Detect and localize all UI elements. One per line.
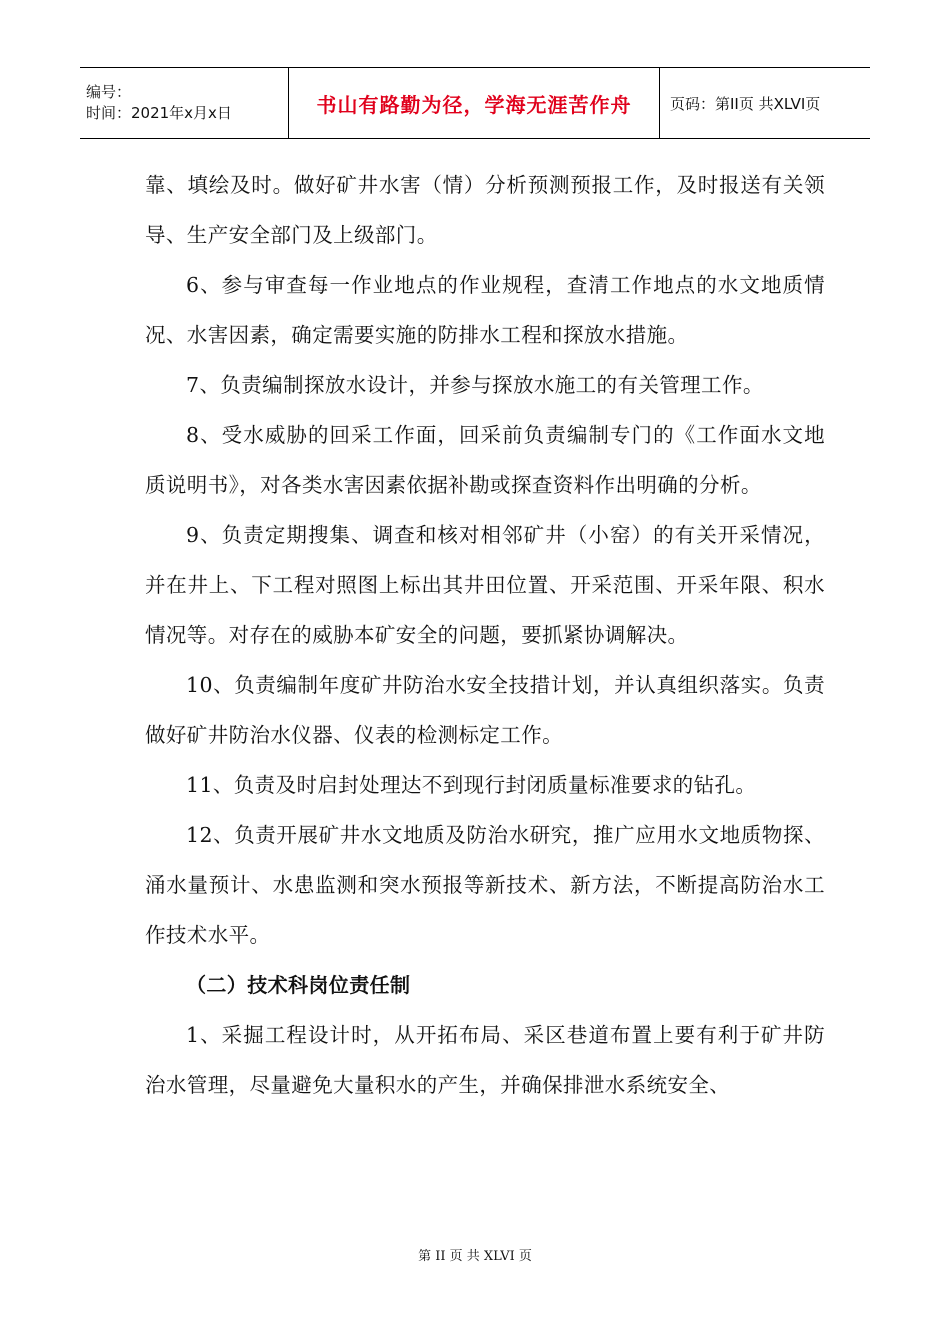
paragraph-item-6: 6、参与审查每一作业地点的作业规程，查清工作地点的水文地质情况、水害因素，确定需要实施的防排水工程和探放水措施。 — [145, 273, 825, 347]
paragraph-item-8: 8、受水威胁的回采工作面，回采前负责编制专门的《工作面水文地质说明书》，对各类水害因素依据补勘或探查资料作出明确的分析。 — [145, 423, 825, 497]
header-motto-cell — [289, 68, 660, 138]
paragraph-section2-item-1: 1、采掘工程设计时，从开拓布局、采区巷道布置上要有利于矿井防治水管理，尽量避免大量积水的产生，并确保排泄水系统安全、 — [145, 1023, 825, 1097]
document-time-label: 时间：2021年x月x日 — [86, 104, 232, 122]
page-header — [80, 67, 870, 139]
paragraph-item-7: 7、负责编制探放水设计，并参与探放水施工的有关管理工作。 — [186, 373, 764, 397]
header-meta — [80, 68, 289, 138]
document-number-label: 编号： — [86, 83, 132, 101]
header-motto: 书山有路勤为径，学海无涯苦作舟 — [316, 92, 632, 117]
paragraph-item-12: 12、负责开展矿井水文地质及防治水研究，推广应用水文地质物探、涌水量预计、水患监测和突水预报等新技术、新方法，不断提高防治水工作技术水平。 — [145, 823, 825, 947]
paragraph-continuation: 靠、填绘及时。做好矿井水害（情）分析预测预报工作，及时报送有关领导、生产安全部门及上级部门。 — [145, 173, 825, 247]
paragraph-item-11: 11、负责及时启封处理达不到现行封闭质量标准要求的钻孔。 — [186, 773, 757, 797]
section-heading: （二）技术科岗位责任制 — [186, 973, 411, 997]
paragraph-item-10: 10、负责编制年度矿井防治水安全技措计划，并认真组织落实。负责做好矿井防治水仪器、仪表的检测标定工作。 — [145, 673, 825, 747]
document-body — [145, 160, 825, 1110]
paragraph-item-9: 9、负责定期搜集、调查和核对相邻矿井（小窑）的有关开采情况，并在井上、下工程对照图上标出其井田位置、开采范围、开采年限、积水情况等。对存在的威胁本矿安全的问题，要抓紧协调解决。 — [145, 523, 825, 647]
header-page-cell — [660, 68, 870, 138]
header-page-label: 页码：第II页 共XLVI页 — [670, 94, 821, 113]
page-footer: 第 II 页 共 XLVI 页 — [418, 1249, 532, 1264]
